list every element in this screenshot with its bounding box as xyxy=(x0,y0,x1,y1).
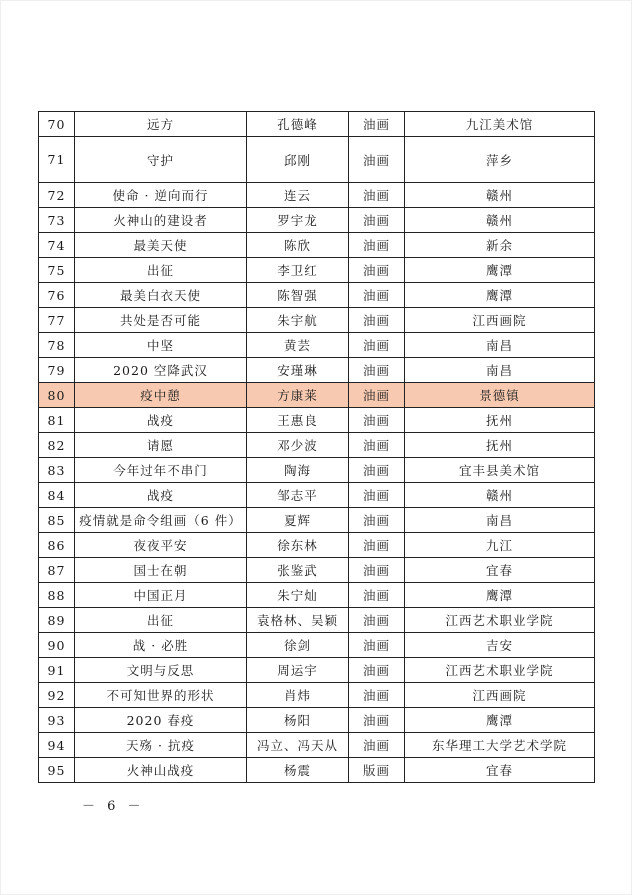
cell-number: 84 xyxy=(39,483,75,508)
table-row xyxy=(39,408,595,433)
table-row xyxy=(39,308,595,333)
cell-number: 78 xyxy=(39,333,75,358)
cell-title: 火神山战疫 xyxy=(75,758,247,783)
cell-type: 油画 xyxy=(349,112,405,137)
cell-number: 89 xyxy=(39,608,75,633)
cell-number: 86 xyxy=(39,533,75,558)
cell-title: 战 · 必胜 xyxy=(75,633,247,658)
table-row xyxy=(39,358,595,383)
cell-number: 91 xyxy=(39,658,75,683)
cell-type: 油画 xyxy=(349,683,405,708)
cell-unit: 萍乡 xyxy=(405,137,595,183)
cell-title: 天殇 · 抗疫 xyxy=(75,733,247,758)
cell-title: 中国正月 xyxy=(75,583,247,608)
cell-number: 95 xyxy=(39,758,75,783)
table-row xyxy=(39,283,595,308)
cell-number: 81 xyxy=(39,408,75,433)
cell-unit: 江西艺术职业学院 xyxy=(405,608,595,633)
cell-author: 孔德峰 xyxy=(247,112,349,137)
table-row xyxy=(39,683,595,708)
table-row xyxy=(39,583,595,608)
cell-author: 徐东林 xyxy=(247,533,349,558)
table-row xyxy=(39,658,595,683)
cell-unit: 江西艺术职业学院 xyxy=(405,658,595,683)
cell-type: 油画 xyxy=(349,633,405,658)
cell-title: 国士在朝 xyxy=(75,558,247,583)
works-table xyxy=(38,111,595,783)
cell-type: 油画 xyxy=(349,483,405,508)
table-row xyxy=(39,608,595,633)
cell-author: 肖炜 xyxy=(247,683,349,708)
cell-number: 74 xyxy=(39,233,75,258)
cell-author: 杨阳 xyxy=(247,708,349,733)
cell-type: 油画 xyxy=(349,433,405,458)
page-number: － 6 － xyxy=(82,799,145,814)
cell-type: 油画 xyxy=(349,137,405,183)
cell-number: 71 xyxy=(39,137,75,183)
table-row-highlighted xyxy=(39,383,595,408)
cell-type: 油画 xyxy=(349,508,405,533)
cell-author: 夏辉 xyxy=(247,508,349,533)
cell-type: 油画 xyxy=(349,383,405,408)
cell-type: 油画 xyxy=(349,233,405,258)
cell-unit: 东华理工大学艺术学院 xyxy=(405,733,595,758)
cell-title: 远方 xyxy=(75,112,247,137)
cell-author: 袁格林、吴颖 xyxy=(247,608,349,633)
cell-number: 77 xyxy=(39,308,75,333)
cell-type: 油画 xyxy=(349,333,405,358)
table-row xyxy=(39,333,595,358)
cell-type: 油画 xyxy=(349,658,405,683)
cell-unit: 鹰潭 xyxy=(405,583,595,608)
table-row xyxy=(39,137,595,183)
cell-title: 出征 xyxy=(75,258,247,283)
cell-title: 使命 · 逆向而行 xyxy=(75,183,247,208)
cell-number: 76 xyxy=(39,283,75,308)
table-row xyxy=(39,258,595,283)
cell-author: 周运宇 xyxy=(247,658,349,683)
cell-number: 88 xyxy=(39,583,75,608)
cell-title: 战疫 xyxy=(75,483,247,508)
cell-unit: 九江美术馆 xyxy=(405,112,595,137)
table-row xyxy=(39,433,595,458)
cell-author: 陶海 xyxy=(247,458,349,483)
cell-unit: 赣州 xyxy=(405,208,595,233)
cell-title: 夜夜平安 xyxy=(75,533,247,558)
cell-number: 79 xyxy=(39,358,75,383)
cell-type: 油画 xyxy=(349,608,405,633)
cell-unit: 宜丰县美术馆 xyxy=(405,458,595,483)
cell-author: 张鉴武 xyxy=(247,558,349,583)
cell-number: 90 xyxy=(39,633,75,658)
cell-author: 徐剑 xyxy=(247,633,349,658)
cell-type: 版画 xyxy=(349,758,405,783)
cell-author: 杨震 xyxy=(247,758,349,783)
cell-title: 火神山的建设者 xyxy=(75,208,247,233)
cell-unit: 鹰潭 xyxy=(405,283,595,308)
cell-type: 油画 xyxy=(349,183,405,208)
cell-type: 油画 xyxy=(349,258,405,283)
cell-unit: 南昌 xyxy=(405,333,595,358)
cell-author: 安瑾琳 xyxy=(247,358,349,383)
cell-unit: 赣州 xyxy=(405,483,595,508)
cell-number: 73 xyxy=(39,208,75,233)
cell-author: 邓少波 xyxy=(247,433,349,458)
table-row xyxy=(39,208,595,233)
cell-author: 王惠良 xyxy=(247,408,349,433)
cell-number: 75 xyxy=(39,258,75,283)
cell-unit: 南昌 xyxy=(405,358,595,383)
table-row xyxy=(39,483,595,508)
cell-type: 油画 xyxy=(349,558,405,583)
cell-type: 油画 xyxy=(349,408,405,433)
cell-author: 李卫红 xyxy=(247,258,349,283)
cell-number: 70 xyxy=(39,112,75,137)
cell-title: 疫中憩 xyxy=(75,383,247,408)
cell-title: 2020 春疫 xyxy=(75,708,247,733)
cell-unit: 宜春 xyxy=(405,758,595,783)
cell-type: 油画 xyxy=(349,208,405,233)
cell-title: 疫情就是命令组画（6 件） xyxy=(75,508,247,533)
table-row xyxy=(39,558,595,583)
cell-type: 油画 xyxy=(349,583,405,608)
cell-number: 94 xyxy=(39,733,75,758)
cell-number: 72 xyxy=(39,183,75,208)
table-row xyxy=(39,233,595,258)
cell-number: 80 xyxy=(39,383,75,408)
cell-title: 出征 xyxy=(75,608,247,633)
cell-number: 92 xyxy=(39,683,75,708)
cell-author: 邱刚 xyxy=(247,137,349,183)
table-row xyxy=(39,112,595,137)
cell-unit: 景德镇 xyxy=(405,383,595,408)
cell-type: 油画 xyxy=(349,533,405,558)
cell-author: 陈欣 xyxy=(247,233,349,258)
cell-author: 冯立、冯天从 xyxy=(247,733,349,758)
table-row xyxy=(39,708,595,733)
cell-author: 黄芸 xyxy=(247,333,349,358)
table-body xyxy=(39,112,595,783)
cell-unit: 新余 xyxy=(405,233,595,258)
cell-unit: 江西画院 xyxy=(405,308,595,333)
cell-unit: 南昌 xyxy=(405,508,595,533)
cell-title: 2020 空降武汉 xyxy=(75,358,247,383)
cell-number: 83 xyxy=(39,458,75,483)
cell-number: 87 xyxy=(39,558,75,583)
table-row xyxy=(39,633,595,658)
table-row xyxy=(39,183,595,208)
cell-author: 方康莱 xyxy=(247,383,349,408)
cell-type: 油画 xyxy=(349,708,405,733)
cell-number: 85 xyxy=(39,508,75,533)
cell-author: 邹志平 xyxy=(247,483,349,508)
cell-type: 油画 xyxy=(349,308,405,333)
cell-title: 最美天使 xyxy=(75,233,247,258)
cell-unit: 宜春 xyxy=(405,558,595,583)
table-row xyxy=(39,758,595,783)
cell-title: 今年过年不串门 xyxy=(75,458,247,483)
table-row xyxy=(39,508,595,533)
cell-unit: 抚州 xyxy=(405,433,595,458)
cell-title: 请愿 xyxy=(75,433,247,458)
cell-type: 油画 xyxy=(349,283,405,308)
cell-title: 中坚 xyxy=(75,333,247,358)
table-row xyxy=(39,733,595,758)
cell-title: 战疫 xyxy=(75,408,247,433)
cell-unit: 抚州 xyxy=(405,408,595,433)
cell-author: 朱宇航 xyxy=(247,308,349,333)
cell-type: 油画 xyxy=(349,733,405,758)
cell-unit: 鹰潭 xyxy=(405,258,595,283)
cell-unit: 九江 xyxy=(405,533,595,558)
cell-title: 不可知世界的形状 xyxy=(75,683,247,708)
cell-author: 朱宁灿 xyxy=(247,583,349,608)
cell-type: 油画 xyxy=(349,358,405,383)
cell-title: 守护 xyxy=(75,137,247,183)
cell-unit: 吉安 xyxy=(405,633,595,658)
cell-unit: 赣州 xyxy=(405,183,595,208)
cell-title: 最美白衣天使 xyxy=(75,283,247,308)
cell-author: 罗宇龙 xyxy=(247,208,349,233)
cell-author: 陈智强 xyxy=(247,283,349,308)
cell-number: 93 xyxy=(39,708,75,733)
table-row xyxy=(39,458,595,483)
cell-author: 连云 xyxy=(247,183,349,208)
cell-unit: 江西画院 xyxy=(405,683,595,708)
cell-unit: 鹰潭 xyxy=(405,708,595,733)
cell-title: 文明与反思 xyxy=(75,658,247,683)
cell-number: 82 xyxy=(39,433,75,458)
cell-type: 油画 xyxy=(349,458,405,483)
table-row xyxy=(39,533,595,558)
cell-title: 共处是否可能 xyxy=(75,308,247,333)
